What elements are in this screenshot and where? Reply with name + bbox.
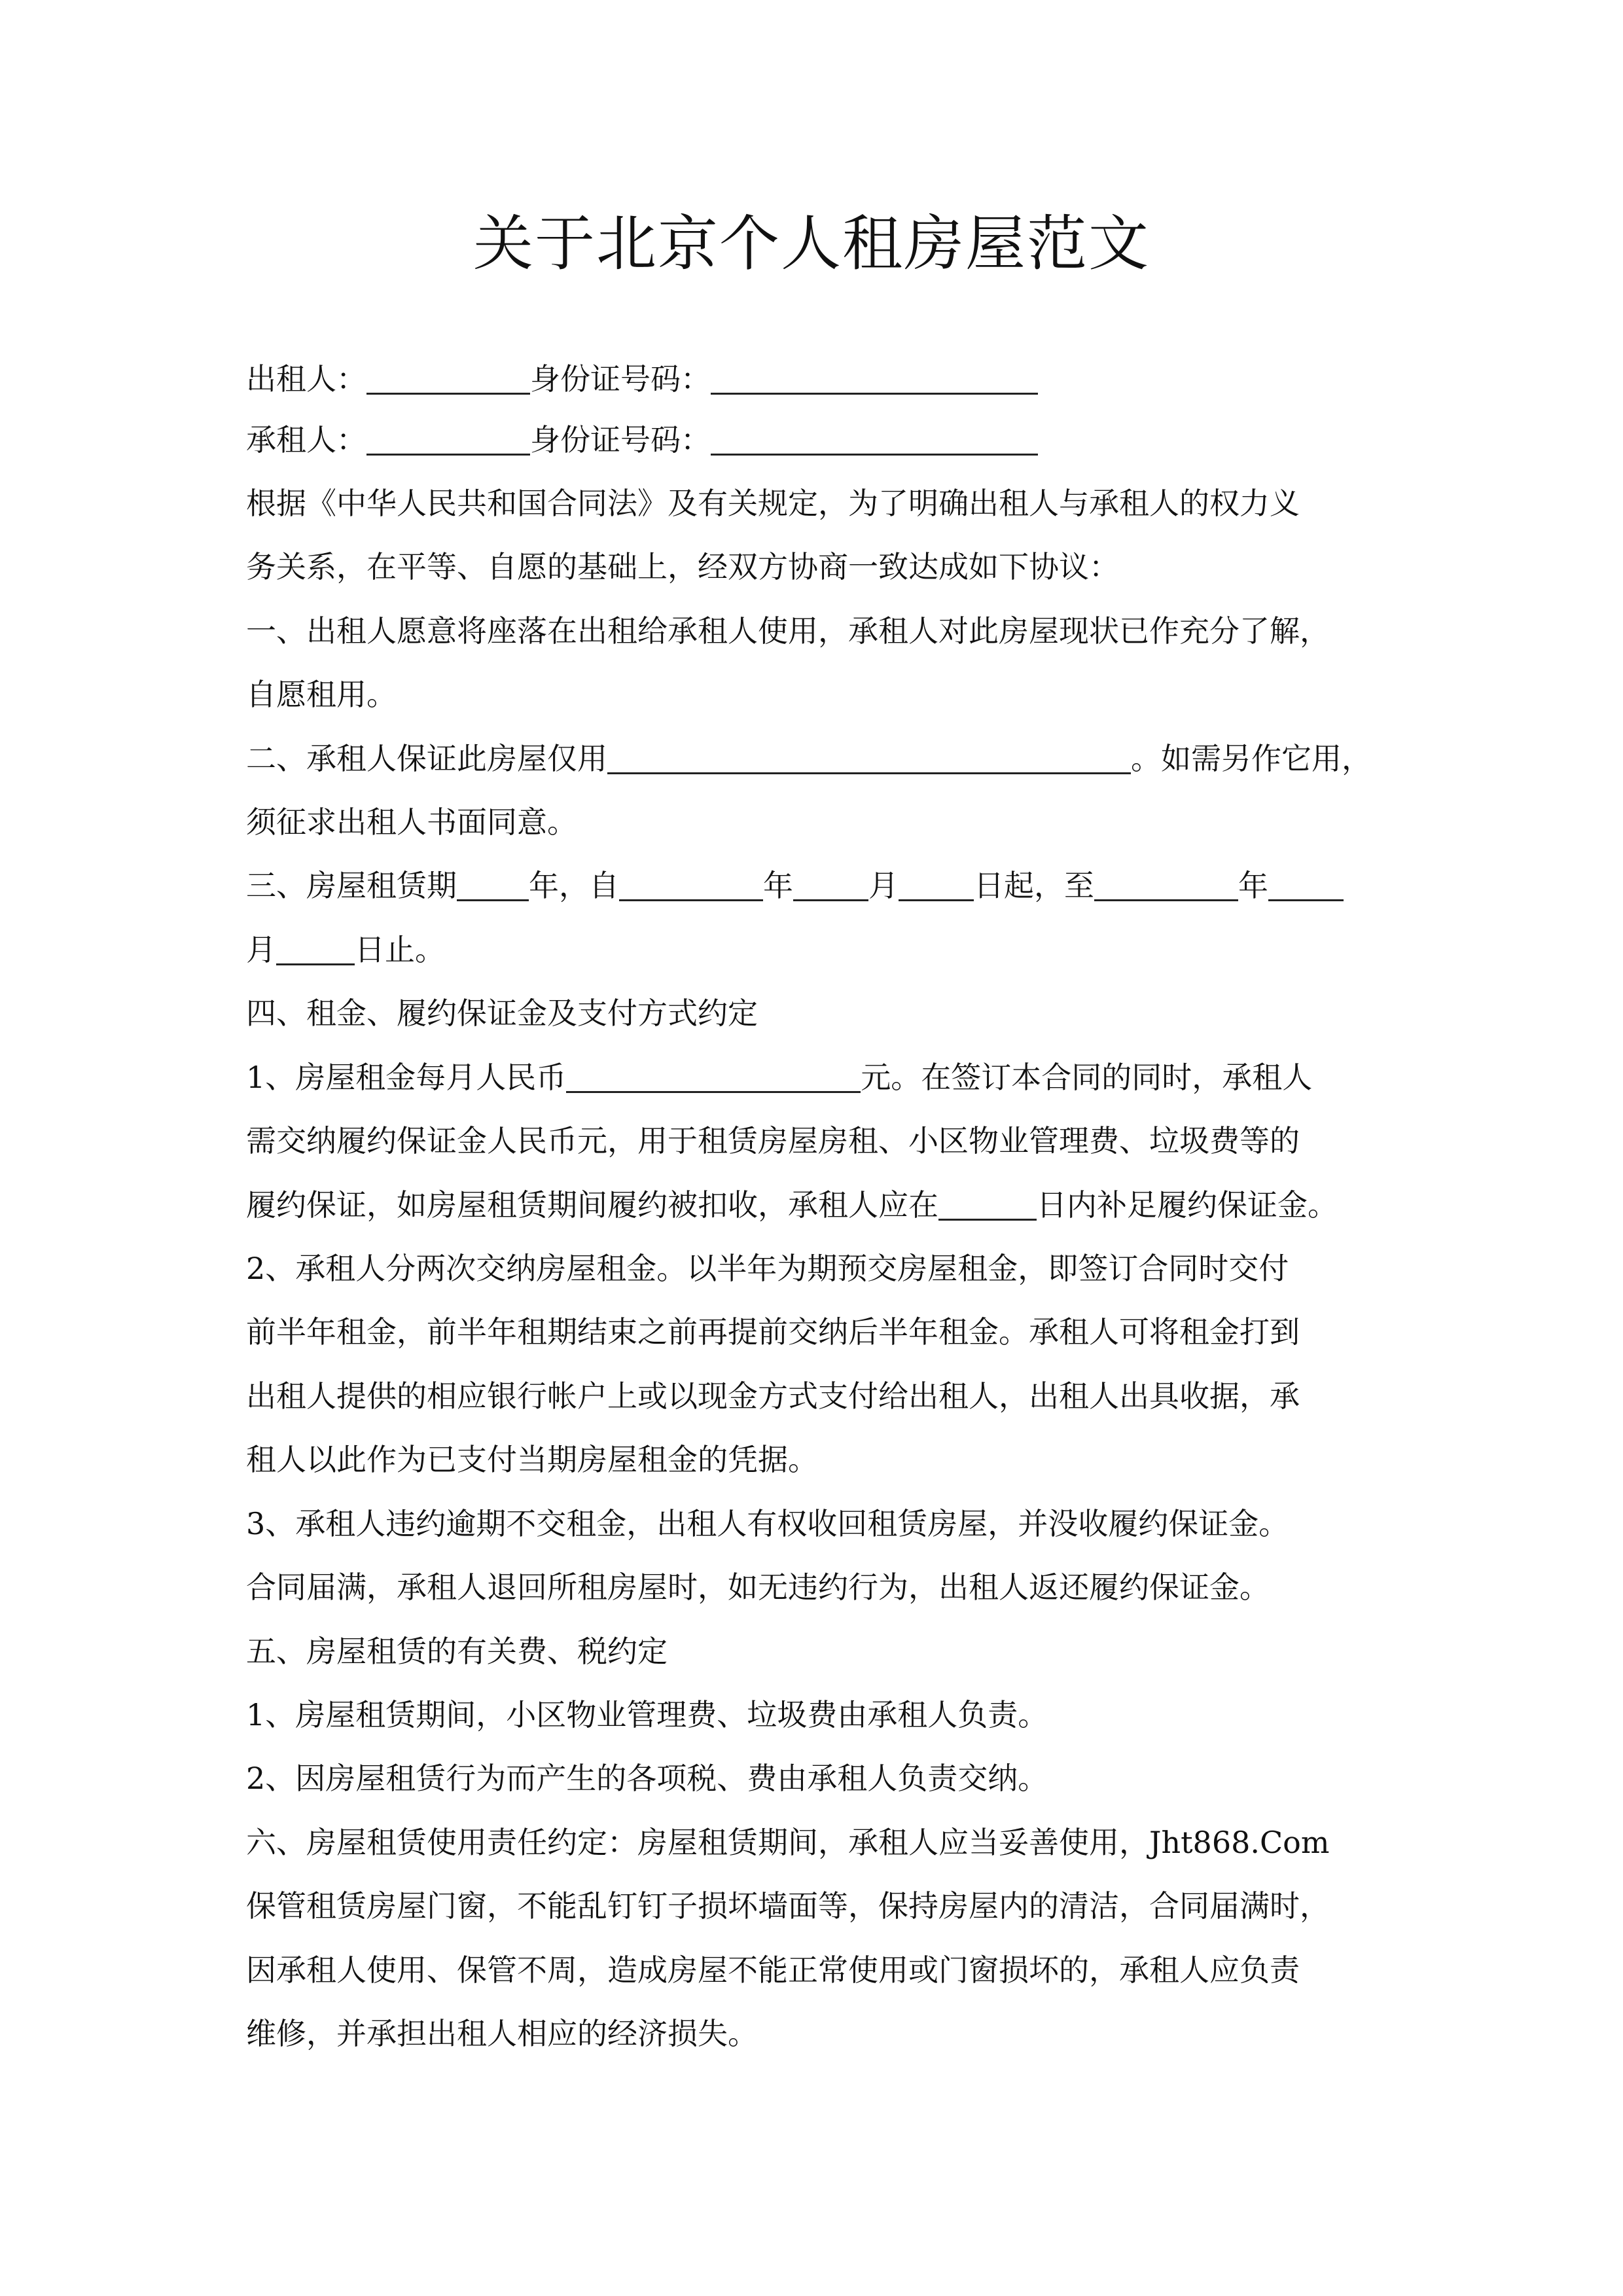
clause-4-1-line: 需交纳履约保证金人民币元，用于租赁房屋房租、小区物业管理费、垃圾费等的 xyxy=(246,1123,1300,1158)
clause-4-3-line: 合同届满，承租人退回所租房屋时，如无违约行为，出租人返还履约保证金。 xyxy=(246,1570,1270,1605)
deposit-days-blank[interactable] xyxy=(938,1186,1037,1221)
paragraph-line: 根据《中华人民共和国合同法》及有关规定，为了明确出租人与承租人的权力义 xyxy=(246,486,1300,521)
end-day-blank[interactable] xyxy=(276,931,355,965)
end-year-blank[interactable] xyxy=(1094,867,1238,901)
tenant-line: 承租人： 身份证号码： xyxy=(246,420,1385,459)
clause-2-line: 须征求出租人书面同意。 xyxy=(246,804,577,840)
tenant-name-blank[interactable] xyxy=(366,421,530,456)
paragraph-line: 务关系，在平等、自愿的基础上，经双方协商一致达成如下协议： xyxy=(246,549,1119,584)
clause-3-line: 月 日止。 xyxy=(246,932,445,967)
start-day-blank[interactable] xyxy=(899,867,974,901)
clause-5-1-line: 1、房屋租赁期间，小区物业管理费、垃圾费由承租人负责。 xyxy=(246,1697,1048,1732)
clause-3-line: 三、房屋租赁期 年，自 年 月 日起，至 年 xyxy=(246,866,1385,905)
tenant-id-blank[interactable] xyxy=(711,421,1038,456)
section-5-heading: 五、房屋租赁的有关费、税约定 xyxy=(246,1634,668,1669)
clause-4-2-line: 租人以此作为已支付当期房屋租金的凭据。 xyxy=(246,1442,818,1477)
landlord-name-blank[interactable] xyxy=(366,360,530,395)
clause-4-2-line: 出租人提供的相应银行帐户上或以现金方式支付给出租人，出租人出具收据，承 xyxy=(246,1378,1300,1414)
clause-1-line: 一、出租人愿意将座落在出租给承租人使用，承租人对此房屋现状已作充分了解， xyxy=(246,613,1330,649)
clause-4-1-line: 1、房屋租金每月人民币 元。在签订本合同的同时，承租人 xyxy=(246,1060,1313,1095)
monthly-rent-blank[interactable] xyxy=(566,1058,861,1093)
start-month-blank[interactable] xyxy=(793,867,868,901)
clause-4-2-line: 前半年租金，前半年租期结束之前再提前交纳后半年租金。承租人可将租金打到 xyxy=(246,1314,1300,1350)
clause-4-1-line: 履约保证，如房屋租赁期间履约被扣收，承租人应在 日内补足履约保证金。 xyxy=(246,1187,1338,1223)
clause-1-line: 自愿租用。 xyxy=(246,677,397,712)
section-6-line: 维修，并承担出租人相应的经济损失。 xyxy=(246,2016,758,2051)
section-6-line: 因承租人使用、保管不周，造成房屋不能正常使用或门窗损坏的，承租人应负责 xyxy=(246,1952,1300,1988)
clause-4-3-line: 3、承租人违约逾期不交租金，出租人有权收回租赁房屋，并没收履约保证金。 xyxy=(246,1506,1289,1541)
usage-blank[interactable] xyxy=(607,740,1131,774)
clause-2-line: 二、承租人保证此房屋仅用 。如需另作它用， xyxy=(246,741,1372,776)
clause-4-2-line: 2、承租人分两次交纳房屋租金。以半年为期预交房屋租金，即签订合同时交付 xyxy=(246,1251,1289,1286)
term-years-blank[interactable] xyxy=(457,867,529,901)
document-title: 关于北京个人租房屋范文 xyxy=(473,209,1150,279)
landlord-line: 出租人： 身份证号码： xyxy=(246,359,1385,399)
start-year-blank[interactable] xyxy=(619,867,763,901)
section-6-line: 保管租赁房屋门窗，不能乱钉钉子损坏墙面等，保持房屋内的清洁，合同届满时， xyxy=(246,1888,1330,1924)
clause-5-2-line: 2、因房屋租赁行为而产生的各项税、费由承租人负责交纳。 xyxy=(246,1761,1048,1796)
end-month-blank-part[interactable] xyxy=(1268,867,1344,901)
section-4-heading: 四、租金、履约保证金及支付方式约定 xyxy=(246,996,758,1031)
landlord-id-blank[interactable] xyxy=(711,360,1038,395)
section-6-line: 六、房屋租赁使用责任约定：房屋租赁期间，承租人应当妥善使用，Jht868.Com xyxy=(246,1825,1330,1860)
